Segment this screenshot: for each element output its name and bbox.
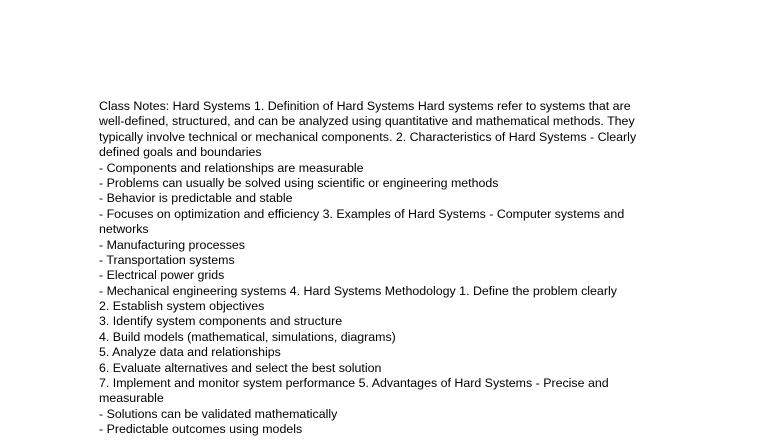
text-line: - Behavior is predictable and stable (99, 191, 293, 206)
text-line: - Mechanical engineering systems 4. Hard Systems Methodology 1. Define the problem clearly (99, 283, 617, 298)
text-line: - Transportation systems (99, 252, 235, 267)
text-line: Class Notes: Hard Systems 1. Definition of Hard Systems Hard systems refer to systems that are (99, 99, 631, 113)
text-line: defined goals and boundaries (99, 145, 262, 160)
text-line: - Solutions can be validated mathematically (99, 406, 338, 421)
text-line: networks (99, 222, 149, 237)
text-line: - Predictable outcomes using models (99, 422, 303, 437)
text-line: - Electrical power grids (99, 268, 225, 283)
text-line: 6. Evaluate alternatives and select the best solution (99, 360, 382, 375)
text-line: well-defined, structured, and can be analyzed using quantitative and mathematical methods. They (99, 114, 635, 129)
text-line: - Focuses on optimization and efficiency 3. Examples of Hard Systems - Computer systems and (99, 206, 625, 221)
text-line: - Manufacturing processes (99, 237, 246, 252)
text-line: - Problems can usually be solved using scientific or engineering methods (99, 175, 499, 190)
text-line: - Components and relationships are measurable (99, 160, 364, 175)
text-line: 5. Analyze data and relationships (99, 345, 281, 360)
text-line: typically involve technical or mechanical components. 2. Characteristics of Hard Systems - Clearly (99, 129, 637, 144)
text-line: 4. Build models (mathematical, simulations, diagrams) (99, 329, 396, 344)
text-line: 7. Implement and monitor system performance 5. Advantages of Hard Systems - Precise and (99, 376, 609, 391)
class-notes-text (99, 99, 699, 438)
text-line: 3. Identify system components and structure (99, 314, 343, 329)
text-line: 2. Establish system objectives (99, 299, 265, 314)
text-line: measurable (99, 391, 164, 406)
